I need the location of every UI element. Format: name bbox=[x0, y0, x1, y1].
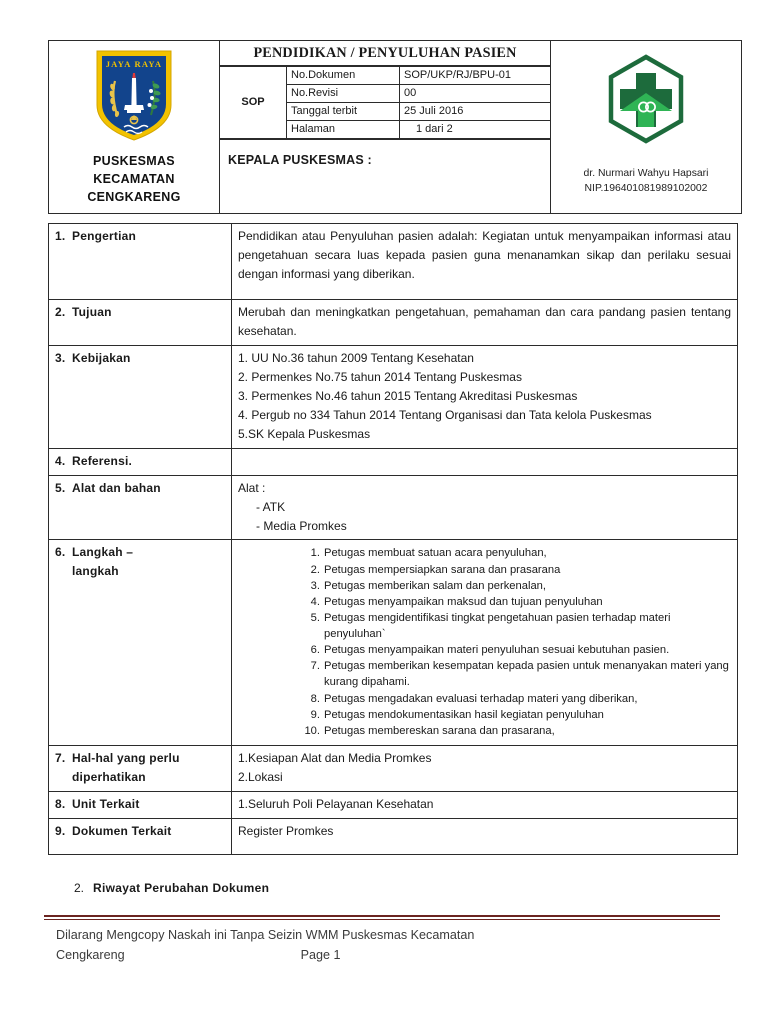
header-signature-cell bbox=[551, 41, 742, 214]
header-left-identity-cell bbox=[49, 41, 220, 214]
meta-key-halaman: Halaman bbox=[287, 121, 400, 139]
signature-name: dr. Nurmari Wahyu Hapsari bbox=[583, 168, 709, 179]
sop-label: SOP bbox=[220, 67, 287, 139]
row-label-dokumen-terkait bbox=[49, 818, 232, 854]
row-value-tujuan: Merubah dan meningkatkan pengetahuan, pemahaman dan cara pandang pasien tentang kesehatan. bbox=[232, 300, 738, 346]
list-item: Petugas memberikan salam dan perkenalan, bbox=[324, 579, 547, 592]
facility-name-line1: PUSKESMAS bbox=[93, 154, 175, 168]
sop-content-table bbox=[48, 223, 738, 855]
list-item: Petugas membuat satuan acara penyuluhan, bbox=[324, 547, 547, 560]
row-label-text: Hal-hal yang perlu bbox=[72, 750, 180, 765]
document-page bbox=[48, 40, 738, 895]
page-number: Page 1 bbox=[300, 947, 341, 962]
table-row-tujuan bbox=[49, 300, 738, 346]
row-label-text: Dokumen Terkait bbox=[72, 823, 172, 838]
list-item: 3. Permenkes No.46 tahun 2015 Tentang Akreditasi Puskesmas bbox=[238, 388, 578, 403]
row-number: 7. bbox=[55, 750, 66, 765]
row-number: 1. bbox=[55, 229, 66, 243]
row-label-unit-terkait bbox=[49, 791, 232, 818]
row-label-hal-hal bbox=[49, 745, 232, 791]
list-item: Petugas mengidentifikasi tingkat pengetahuan pasien terhadap materi penyuluhan` bbox=[324, 611, 671, 641]
row-value-pengertian: Pendidikan atau Penyuluhan pasien adalah: Kegiatan untuk menyampaikan informasi atau pengetahuan secara luas kepada pasien guna menanamkan sikap dan perilaku sesuai dengan informasi yang diberikan. bbox=[232, 224, 738, 300]
row-value-referensi bbox=[232, 448, 738, 475]
list-item: 1.Seluruh Poli Pelayanan Kesehatan bbox=[238, 796, 434, 811]
meta-key-no-dokumen: No.Dokumen bbox=[287, 67, 400, 85]
footer-line-2 bbox=[56, 946, 696, 966]
table-row-pengertian bbox=[49, 224, 738, 300]
row-label-tujuan bbox=[49, 300, 232, 346]
row-label-text: Alat dan bahan bbox=[72, 480, 161, 495]
row-number: 4. bbox=[55, 453, 66, 468]
puskesmas-green-cross-icon bbox=[598, 51, 694, 147]
riwayat-number: 2. bbox=[74, 880, 85, 895]
table-row-kebijakan bbox=[49, 345, 738, 448]
list-item: 2. Permenkes No.75 tahun 2014 Tentang Puskesmas bbox=[238, 369, 522, 384]
row-label-text-2: langkah bbox=[72, 564, 119, 579]
row-value-dokumen-terkait bbox=[232, 818, 738, 854]
row-number: 9. bbox=[55, 823, 66, 838]
document-header-table bbox=[48, 40, 742, 214]
row-label-text: Unit Terkait bbox=[72, 796, 140, 811]
list-item: Register Promkes bbox=[238, 823, 334, 838]
page-footer bbox=[56, 926, 696, 965]
row-label-langkah-langkah bbox=[49, 540, 232, 746]
list-item: 4. Pergub no 334 Tahun 2014 Tentang Organisasi dan Tata kelola Puskesmas bbox=[238, 407, 652, 422]
row-label-alat-dan-bahan bbox=[49, 475, 232, 540]
facility-name-line3: CENGKARENG bbox=[87, 190, 181, 205]
facility-name bbox=[49, 152, 219, 206]
row-value-alat-dan-bahan bbox=[232, 475, 738, 540]
row-label-referensi bbox=[49, 448, 232, 475]
kepala-puskesmas-label: KEPALA PUSKESMAS : bbox=[220, 139, 550, 213]
row-value-unit-terkait bbox=[232, 791, 738, 818]
meta-value-no-revisi: 00 bbox=[400, 85, 551, 103]
row-number: 2. bbox=[55, 305, 66, 319]
row-label-text: Pengertian bbox=[72, 229, 137, 243]
facility-name-line2: KECAMATAN bbox=[93, 172, 175, 187]
row-label-text: Langkah – bbox=[72, 545, 134, 560]
row-label-text: Referensi. bbox=[72, 453, 133, 468]
meta-key-tanggal-terbit: Tanggal terbit bbox=[287, 103, 400, 121]
footer-facility: Cengkareng bbox=[56, 947, 125, 962]
table-row-hal-hal-yang-perlu-diperhatikan bbox=[49, 745, 738, 791]
row-number: 5. bbox=[55, 480, 66, 495]
row-value-kebijakan bbox=[232, 345, 738, 448]
header-document-meta-cell bbox=[220, 41, 551, 214]
steps-list bbox=[296, 545, 731, 739]
signature-nip: NIP.196401081989102002 bbox=[584, 183, 708, 195]
svg-text:JAYA RAYA: JAYA RAYA bbox=[105, 59, 163, 69]
row-number: 3. bbox=[55, 350, 66, 365]
footer-line-1: Dilarang Mengcopy Naskah ini Tanpa Seizin WMM Puskesmas Kecamatan bbox=[56, 928, 475, 942]
row-number: 6. bbox=[55, 545, 66, 560]
table-row-langkah-langkah bbox=[49, 540, 738, 746]
sop-meta-table bbox=[220, 66, 550, 139]
table-row bbox=[220, 67, 550, 85]
row-label-text: Tujuan bbox=[72, 305, 112, 319]
table-row-dokumen-terkait bbox=[49, 818, 738, 854]
list-item: Petugas menyampaikan materi penyuluhan sesuai kebutuhan pasien. bbox=[324, 644, 670, 657]
list-item: Petugas membereskan sarana dan prasarana, bbox=[324, 724, 555, 737]
list-item: Petugas mengadakan evaluasi terhadap materi yang diberikan, bbox=[324, 692, 638, 705]
steps-wrapper bbox=[238, 545, 731, 739]
row-value-langkah-langkah bbox=[232, 540, 738, 746]
alat-heading: Alat : bbox=[238, 480, 266, 495]
table-row-alat-dan-bahan bbox=[49, 475, 738, 540]
list-item: Petugas mempersiapkan sarana dan prasarana bbox=[324, 563, 561, 576]
meta-value-tanggal-terbit: 25 Juli 2016 bbox=[400, 103, 551, 121]
riwayat-perubahan-dokumen bbox=[48, 881, 738, 895]
list-item: Petugas menyampaikan maksud dan tujuan penyuluhan bbox=[324, 595, 603, 608]
row-label-kebijakan bbox=[49, 345, 232, 448]
list-item: 5.SK Kepala Puskesmas bbox=[238, 426, 371, 441]
list-item: 2.Lokasi bbox=[238, 769, 283, 784]
list-item: - Media Promkes bbox=[256, 518, 347, 533]
row-label-text-2: diperhatikan bbox=[72, 769, 146, 784]
list-item: - ATK bbox=[256, 499, 286, 514]
footer-divider bbox=[44, 915, 720, 920]
document-title: PENDIDIKAN / PENYULUHAN PASIEN bbox=[220, 41, 550, 66]
list-item: Petugas mendokumentasikan hasil kegiatan penyuluhan bbox=[324, 708, 604, 721]
list-item: 1.Kesiapan Alat dan Media Promkes bbox=[238, 750, 432, 765]
jakarta-emblem-icon bbox=[91, 47, 177, 143]
list-item: 1. UU No.36 tahun 2009 Tentang Kesehatan bbox=[238, 350, 474, 365]
table-row-unit-terkait bbox=[49, 791, 738, 818]
signature-block bbox=[551, 166, 741, 196]
meta-value-halaman: 1 dari 2 bbox=[400, 121, 551, 139]
meta-key-no-revisi: No.Revisi bbox=[287, 85, 400, 103]
riwayat-title: Riwayat Perubahan Dokumen bbox=[93, 880, 270, 895]
row-label-pengertian bbox=[49, 224, 232, 300]
row-value-hal-hal bbox=[232, 745, 738, 791]
table-row-referensi bbox=[49, 448, 738, 475]
row-label-text: Kebijakan bbox=[72, 350, 131, 365]
meta-value-no-dokumen: SOP/UKP/RJ/BPU-01 bbox=[400, 67, 551, 85]
list-item: Petugas memberikan kesempatan kepada pasien untuk menanyakan materi yang kurang dipahami. bbox=[324, 660, 729, 689]
row-number: 8. bbox=[55, 796, 66, 811]
